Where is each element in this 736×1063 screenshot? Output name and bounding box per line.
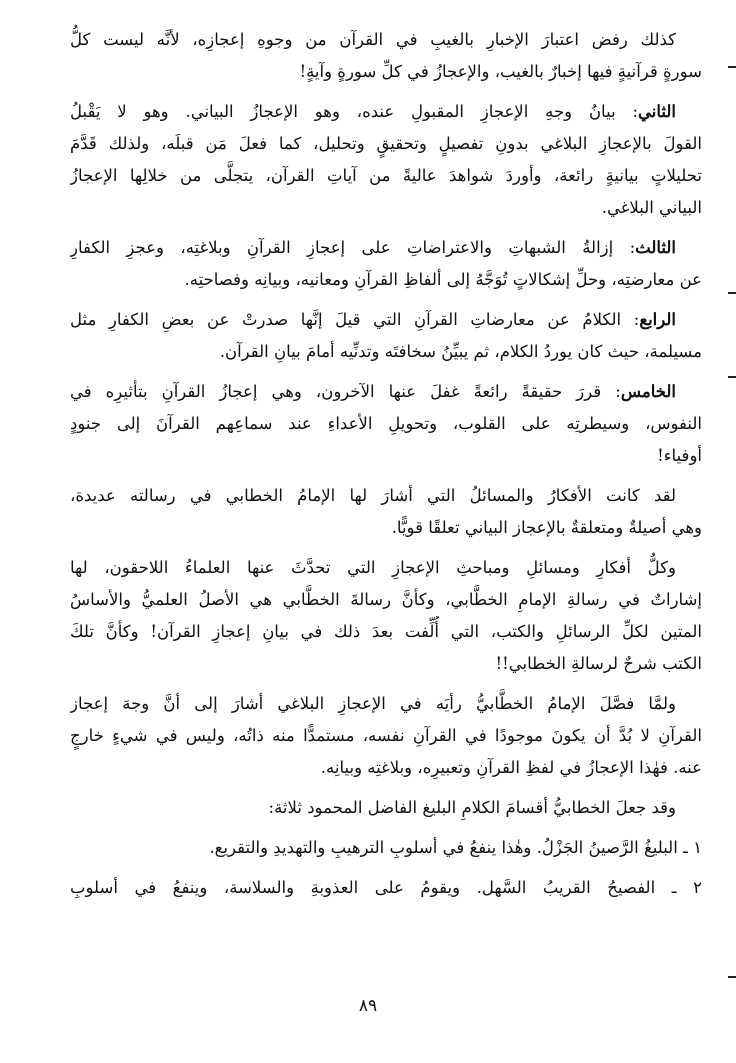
- margin-mark: [728, 976, 736, 978]
- paragraph-7: [70, 552, 702, 680]
- list-item-2: [70, 872, 702, 904]
- text-line-rest: : قررَ حقيقةً رائعةً غفلَ عنها الآخرون، وهي إعجازُ القرآنِ بتأثيرِه في: [70, 382, 621, 401]
- text-line-rest: : إزالةُ الشبهاتِ والاعتراضاتِ على إعجازِ القرآنِ وبلاغتِه، وعجزِ الكفارِ: [70, 238, 636, 257]
- text-line: مسيلمة، حيث كان يوردُ الكلام، ثم يبيِّنُ سخافتَه وتدنِّيه أمامَ بيانِ القرآن.: [219, 342, 702, 361]
- paragraph-8: [70, 688, 702, 784]
- text-line: عنه. فهٰذا الإعجازُ في لفظِ القرآنِ وتعبيرِه، وبلاغتِه وبيانِه.: [320, 758, 702, 777]
- paragraph-lead: الثاني: [638, 102, 676, 121]
- paragraph-fourth: [70, 304, 702, 368]
- paragraph-fifth: [70, 376, 702, 472]
- paragraph-9: [70, 792, 702, 824]
- text-line: القرآنِ لا بُدَّ أن يكونَ موجودًا في القرآنِ نفسه، مستمدًّا منه ذاتُه، وليس في شيءٍ خارجٍ: [70, 726, 702, 745]
- paragraph-1: [70, 24, 702, 88]
- text-line: ٢ ـ الفصيحُ القريبُ السَّهل. ويقومُ على العذوبةِ والسلاسة، وينفعُ في أسلوبِ: [70, 878, 702, 897]
- text-line: [70, 232, 702, 264]
- margin-mark: [728, 292, 736, 294]
- paragraph-lead: الثالث: [635, 238, 676, 257]
- paragraph-6: [70, 480, 702, 544]
- list-item-1: [70, 832, 702, 864]
- text-line: الكتب شرحٌ لرسالةِ الخطابي!!: [495, 654, 702, 673]
- text-line: النفوس، وسيطرتِه على القلوب، وتحويلِ الأعداءِ عند سماعِهم القرآنَ إلى جنودٍ: [70, 414, 702, 433]
- text-line: وكلُّ أفكارِ ومسائلِ ومباحثِ الإعجازِ التي تحدَّثَ عنها العلماءُ اللاحقون، لها: [70, 558, 676, 577]
- text-line: القولَ بالإعجازِ البلاغي بدونِ تفصيلٍ وتحقيقٍ وتحليل، كما فعلَ مَن قبلَه، ولذلك قَدَّمَ: [70, 134, 702, 153]
- paragraph-third: [70, 232, 702, 296]
- text-line: لقد كانت الأفكارُ والمسائلُ التي أشارَ لها الإمامُ الخطابي في رسالته عديدة،: [70, 486, 676, 505]
- text-line: [70, 304, 702, 336]
- text-line: سورةٍ قرآنيةٍ فيها إخبارٌ بالغيب، والإعجازُ في كلِّ سورةٍ وآيةٍ!: [299, 62, 702, 81]
- text-line: ١ ـ البليغُ الرَّصينُ الجَزْلُ. وهٰذا ينفعُ في أسلوبِ الترهيبِ والتهديدِ والتقريع.: [209, 838, 702, 857]
- margin-mark: [728, 66, 736, 68]
- text-line: إشاراتٌ في رسالةِ الإمامِ الخطَّابي، وكأنَّ رسالةَ الخطَّابي هي الأصلُ العلميُّ والأساسُ: [70, 590, 702, 609]
- text-line: أوفياء!: [657, 446, 702, 465]
- page-number: ٨٩: [358, 996, 378, 1016]
- text-line: [70, 96, 702, 128]
- text-line: عن معارضتِه، وحلِّ إشكالاتٍ تُوَجَّهُ إلى ألفاظِ القرآنِ ومعانيه، وبيانِه وفصاحتِه.: [184, 270, 702, 289]
- paragraph-lead: الخامس: [620, 382, 676, 401]
- margin-mark: [728, 376, 736, 378]
- text-line: [70, 376, 702, 408]
- text-line-rest: : الكلامُ عن معارضاتِ القرآنِ التي قيلَ إنَّها صدرتْ عن بعضِ الكفارِ مثل: [70, 310, 640, 329]
- text-line: ولمَّا فصَّلَ الإمامُ الخطَّابيُّ رأيَه في الإعجازِ البلاغي أشارَ إلى أنَّ وجهَ إعجاز: [70, 694, 676, 713]
- paragraph-lead: الرابع: [639, 310, 676, 329]
- text-line-rest: : بيانُ وجهِ الإعجازِ المقبولِ عنده، وهو الإعجازُ البياني. وهو لا يَقْبلُ: [70, 102, 639, 121]
- paragraph-second: [70, 96, 702, 224]
- page-body: [70, 24, 702, 904]
- text-line: وهي أصيلةٌ ومتعلقةٌ بالإعجاز البياني تعلقًا قويًّا.: [391, 518, 702, 537]
- text-line: البياني البلاغي.: [601, 198, 702, 217]
- text-line: وقد جعلَ الخطابيُّ أقسامَ الكلامِ البليغ الفاضل المحمود ثلاثة:: [268, 798, 676, 817]
- text-line: كذلك رفض اعتبارَ الإخبارِ بالغيبِ في القرآن من وجوهِ إعجازِه، لأنَّه ليست كلُّ: [70, 30, 676, 49]
- text-line: تحليلاتٍ بيانيةٍ رائعة، وأوردَ شواهدَ عاليةً من آياتِ القرآن، يتجلَّى من خلالِها الإعجازُ: [70, 166, 702, 185]
- text-line: المتين لكلِّ الرسائلِ والكتب، التي أُلِّفت بعدَ ذلك في بيانِ إعجازِ القرآن! وكأنَّ تلكَ: [70, 622, 702, 641]
